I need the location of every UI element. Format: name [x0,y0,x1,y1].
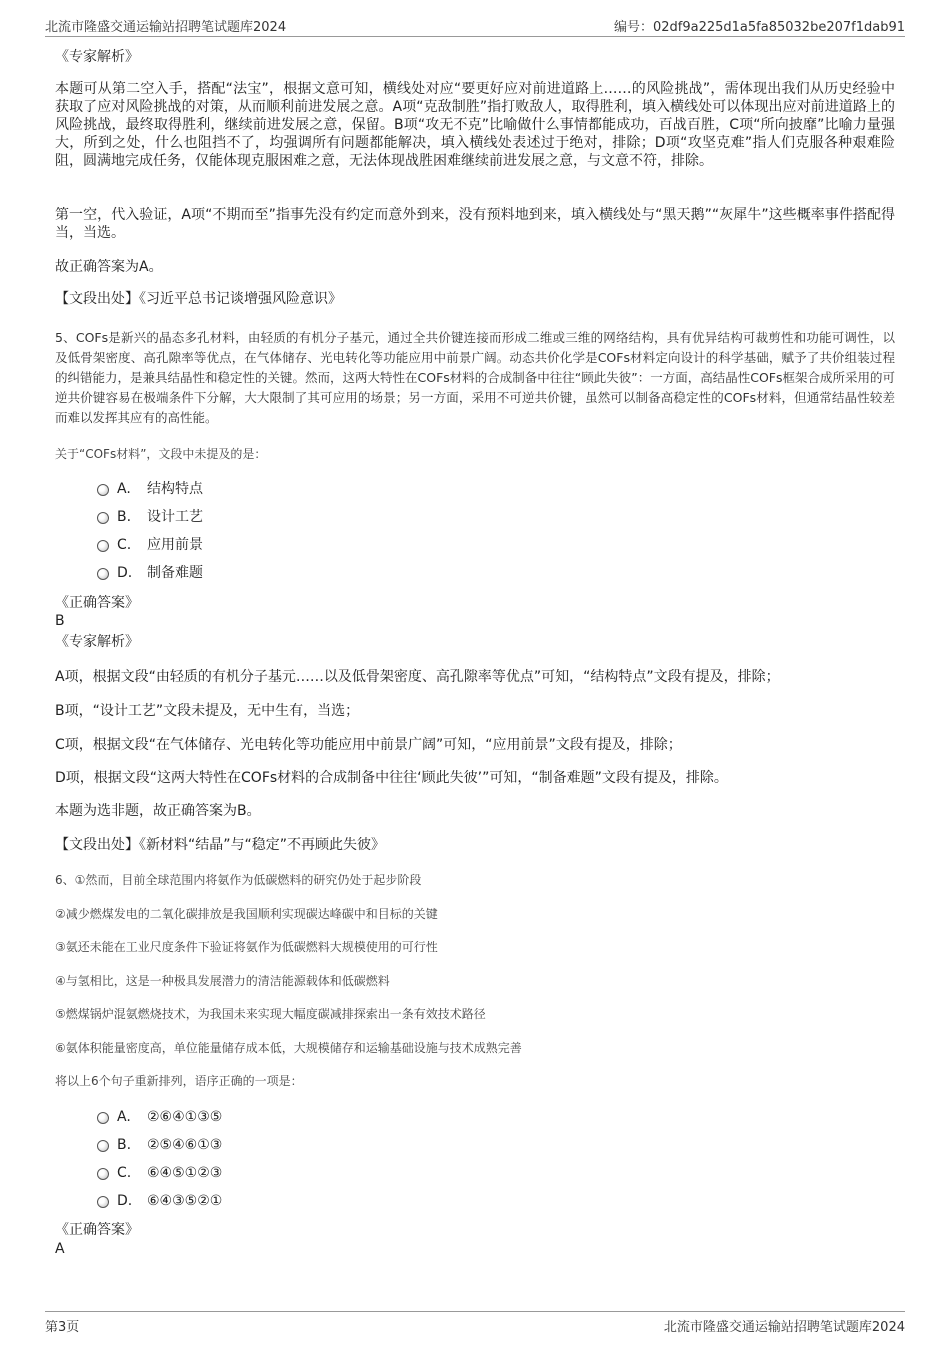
q6-option-d[interactable] [97,1192,222,1210]
q6-sentence-4: ④与氢相比，这是一种极具发展潜力的清洁能源载体和低碳燃料 [55,974,390,988]
radio-button-icon[interactable] [97,540,109,552]
option-text: ⑥④⑤①②③ [147,1165,223,1181]
q4-analysis-paragraph-2: 第一空，代入验证，A项“不期而至”指事先没有约定而意外到来，没有预料地到来，填入横线处与“黑天鹅”“灰犀牛”这些概率事件搭配得当，当选。 [55,207,895,241]
option-text: ⑥④③⑤②① [147,1193,223,1209]
header-title: 北流市隆盛交通运输站招聘笔试题库2024 [45,20,287,35]
q4-analysis-paragraph-1: 本题可从第二空入手，搭配“法宝”，根据文意可知，横线处对应“要更好应对前进道路上……的风险挑战”，需体现出我们从历史经验中获取了应对风险挑战的对策，从而顺利前进发展之意。A项“克敌制胜”指打败敌人，取得胜利，填入横线处可以体现出应对前进道路上的风险挑战，最终取得胜利，继续前进发展之意，保留。B项“攻无不克”比喻做什么事情都能成功，百战百胜，C项“所向披靡”比喻力量强大，所到之处，什么也阻挡不了，均强调所有问题都能解决，填入横线处表述过于绝对，排除；D项“攻坚克难”指人们克服各种艰难险阻，圆满地完成任务，仅能体现克服困难之意，无法体现战胜困难继续前进发展之意，与文意不符，排除。 [55,81,895,169]
option-letter: A. [117,1109,131,1125]
footer-title: 北流市隆盛交通运输站招聘笔试题库2024 [663,1320,905,1335]
q6-sentence-3: ③氨还未能在工业尺度条件下验证将氨作为低碳燃料大规模使用的可行性 [55,940,438,954]
q5-question: 关于“COFs材料”，文段中未提及的是： [55,447,267,461]
q4-source: 【文段出处】《习近平总书记谈增强风险意识》 [55,291,342,307]
q6-sentence-2: ②减少燃煤发电的二氧化碳排放是我国顺利实现碳达峰碳中和目标的关键 [55,907,438,921]
radio-button-icon[interactable] [97,484,109,496]
option-letter: C. [117,1165,132,1181]
q4-expert-label: 《专家解析》 [55,49,139,65]
page-number: 第3页 [45,1320,80,1335]
q6-sentence-1: 6、①然而，目前全球范围内将氨作为低碳燃料的研究仍处于起步阶段 [55,873,422,887]
radio-button-icon[interactable] [97,512,109,524]
q5-answer-label: 《正确答案》 [55,595,139,611]
option-text: 应用前景 [147,537,203,553]
radio-button-icon[interactable] [97,568,109,580]
q5-conclusion: 本题为选非题，故正确答案为B。 [55,803,261,819]
option-text: 设计工艺 [147,509,203,525]
q5-option-c[interactable] [97,536,203,554]
option-letter: B. [117,1137,132,1153]
q5-passage: 5、COFs是新兴的晶态多孔材料，由轻质的有机分子基元，通过全共价键连接而形成二维或三维的网络结构，具有优异结构可裁剪性和功能可调性，以及低骨架密度、高孔隙率等优点，在气体储存、光电转化等功能应用中前景广阔。动态共价化学是COFs材料定向设计的科学基础，赋予了共价组装过程的纠错能力，是兼具结晶性和稳定性的关键。然而，这两大特性在COFs材料的合成制备中往往“顾此失彼”：一方面，高结晶性COFs框架合成所采用的可逆共价键容易在极端条件下分解，大大限制了其可应用的场景；另一方面，采用不可逆共价键，虽然可以制备高稳定性的COFs材料，但通常结晶性较差而难以发挥其应有的高性能。 [55,330,895,425]
option-letter: B. [117,509,132,525]
q6-sentence-5: ⑤燃煤锅炉混氨燃烧技术，为我国未来实现大幅度碳减排探索出一条有效技术路径 [55,1007,486,1021]
q5-analysis-b: B项，“设计工艺”文段未提及，无中生有，当选； [55,703,360,719]
option-text: ②⑥④①③⑤ [147,1109,223,1125]
q6-option-b[interactable] [97,1136,222,1154]
option-text: 结构特点 [147,481,203,497]
q6-question: 将以上6个句子重新排列，语序正确的一项是： [55,1074,303,1088]
q5-analysis-d: D项，根据文段“这两大特性在COFs材料的合成制备中往往‘顾此失彼’”可知，“制备难题”文段有提及，排除。 [55,770,728,786]
q5-source: 【文段出处】《新材料“结晶”与“稳定”不再顾此失彼》 [55,837,386,853]
q5-analysis-c: C项，根据文段“在气体储存、光电转化等功能应用中前景广阔”可知，“应用前景”文段有提及，排除； [55,737,682,753]
page-footer [45,1311,905,1334]
q5-answer: B [55,613,65,629]
radio-button-icon[interactable] [97,1112,109,1124]
option-letter: A. [117,481,131,497]
option-letter: D. [117,1193,133,1209]
q4-conclusion: 故正确答案为A。 [55,259,163,275]
q6-answer: A [55,1241,65,1257]
radio-button-icon[interactable] [97,1196,109,1208]
q5-analysis-a: A项，根据文段“由轻质的有机分子基元……以及低骨架密度、高孔隙率等优点”可知，“结构特点”文段有提及，排除； [55,669,780,685]
radio-button-icon[interactable] [97,1168,109,1180]
option-text: ②⑤④⑥①③ [147,1137,223,1153]
option-text: 制备难题 [147,565,203,581]
radio-button-icon[interactable] [97,1140,109,1152]
q6-sentence-6: ⑥氨体积能量密度高，单位能量储存成本低，大规模储存和运输基础设施与技术成熟完善 [55,1041,522,1055]
q5-option-d[interactable] [97,564,203,582]
q6-option-a[interactable] [97,1108,222,1126]
q5-option-a[interactable] [97,480,203,498]
q5-expert-label: 《专家解析》 [55,634,139,650]
q6-option-c[interactable] [97,1164,222,1182]
option-letter: C. [117,537,132,553]
q5-option-b[interactable] [97,508,203,526]
header-serial-number: 编号：02df9a225d1a5fa85032be207f1dab91 [613,20,905,35]
option-letter: D. [117,565,133,581]
q6-answer-label: 《正确答案》 [55,1222,139,1238]
page-header [45,14,905,37]
